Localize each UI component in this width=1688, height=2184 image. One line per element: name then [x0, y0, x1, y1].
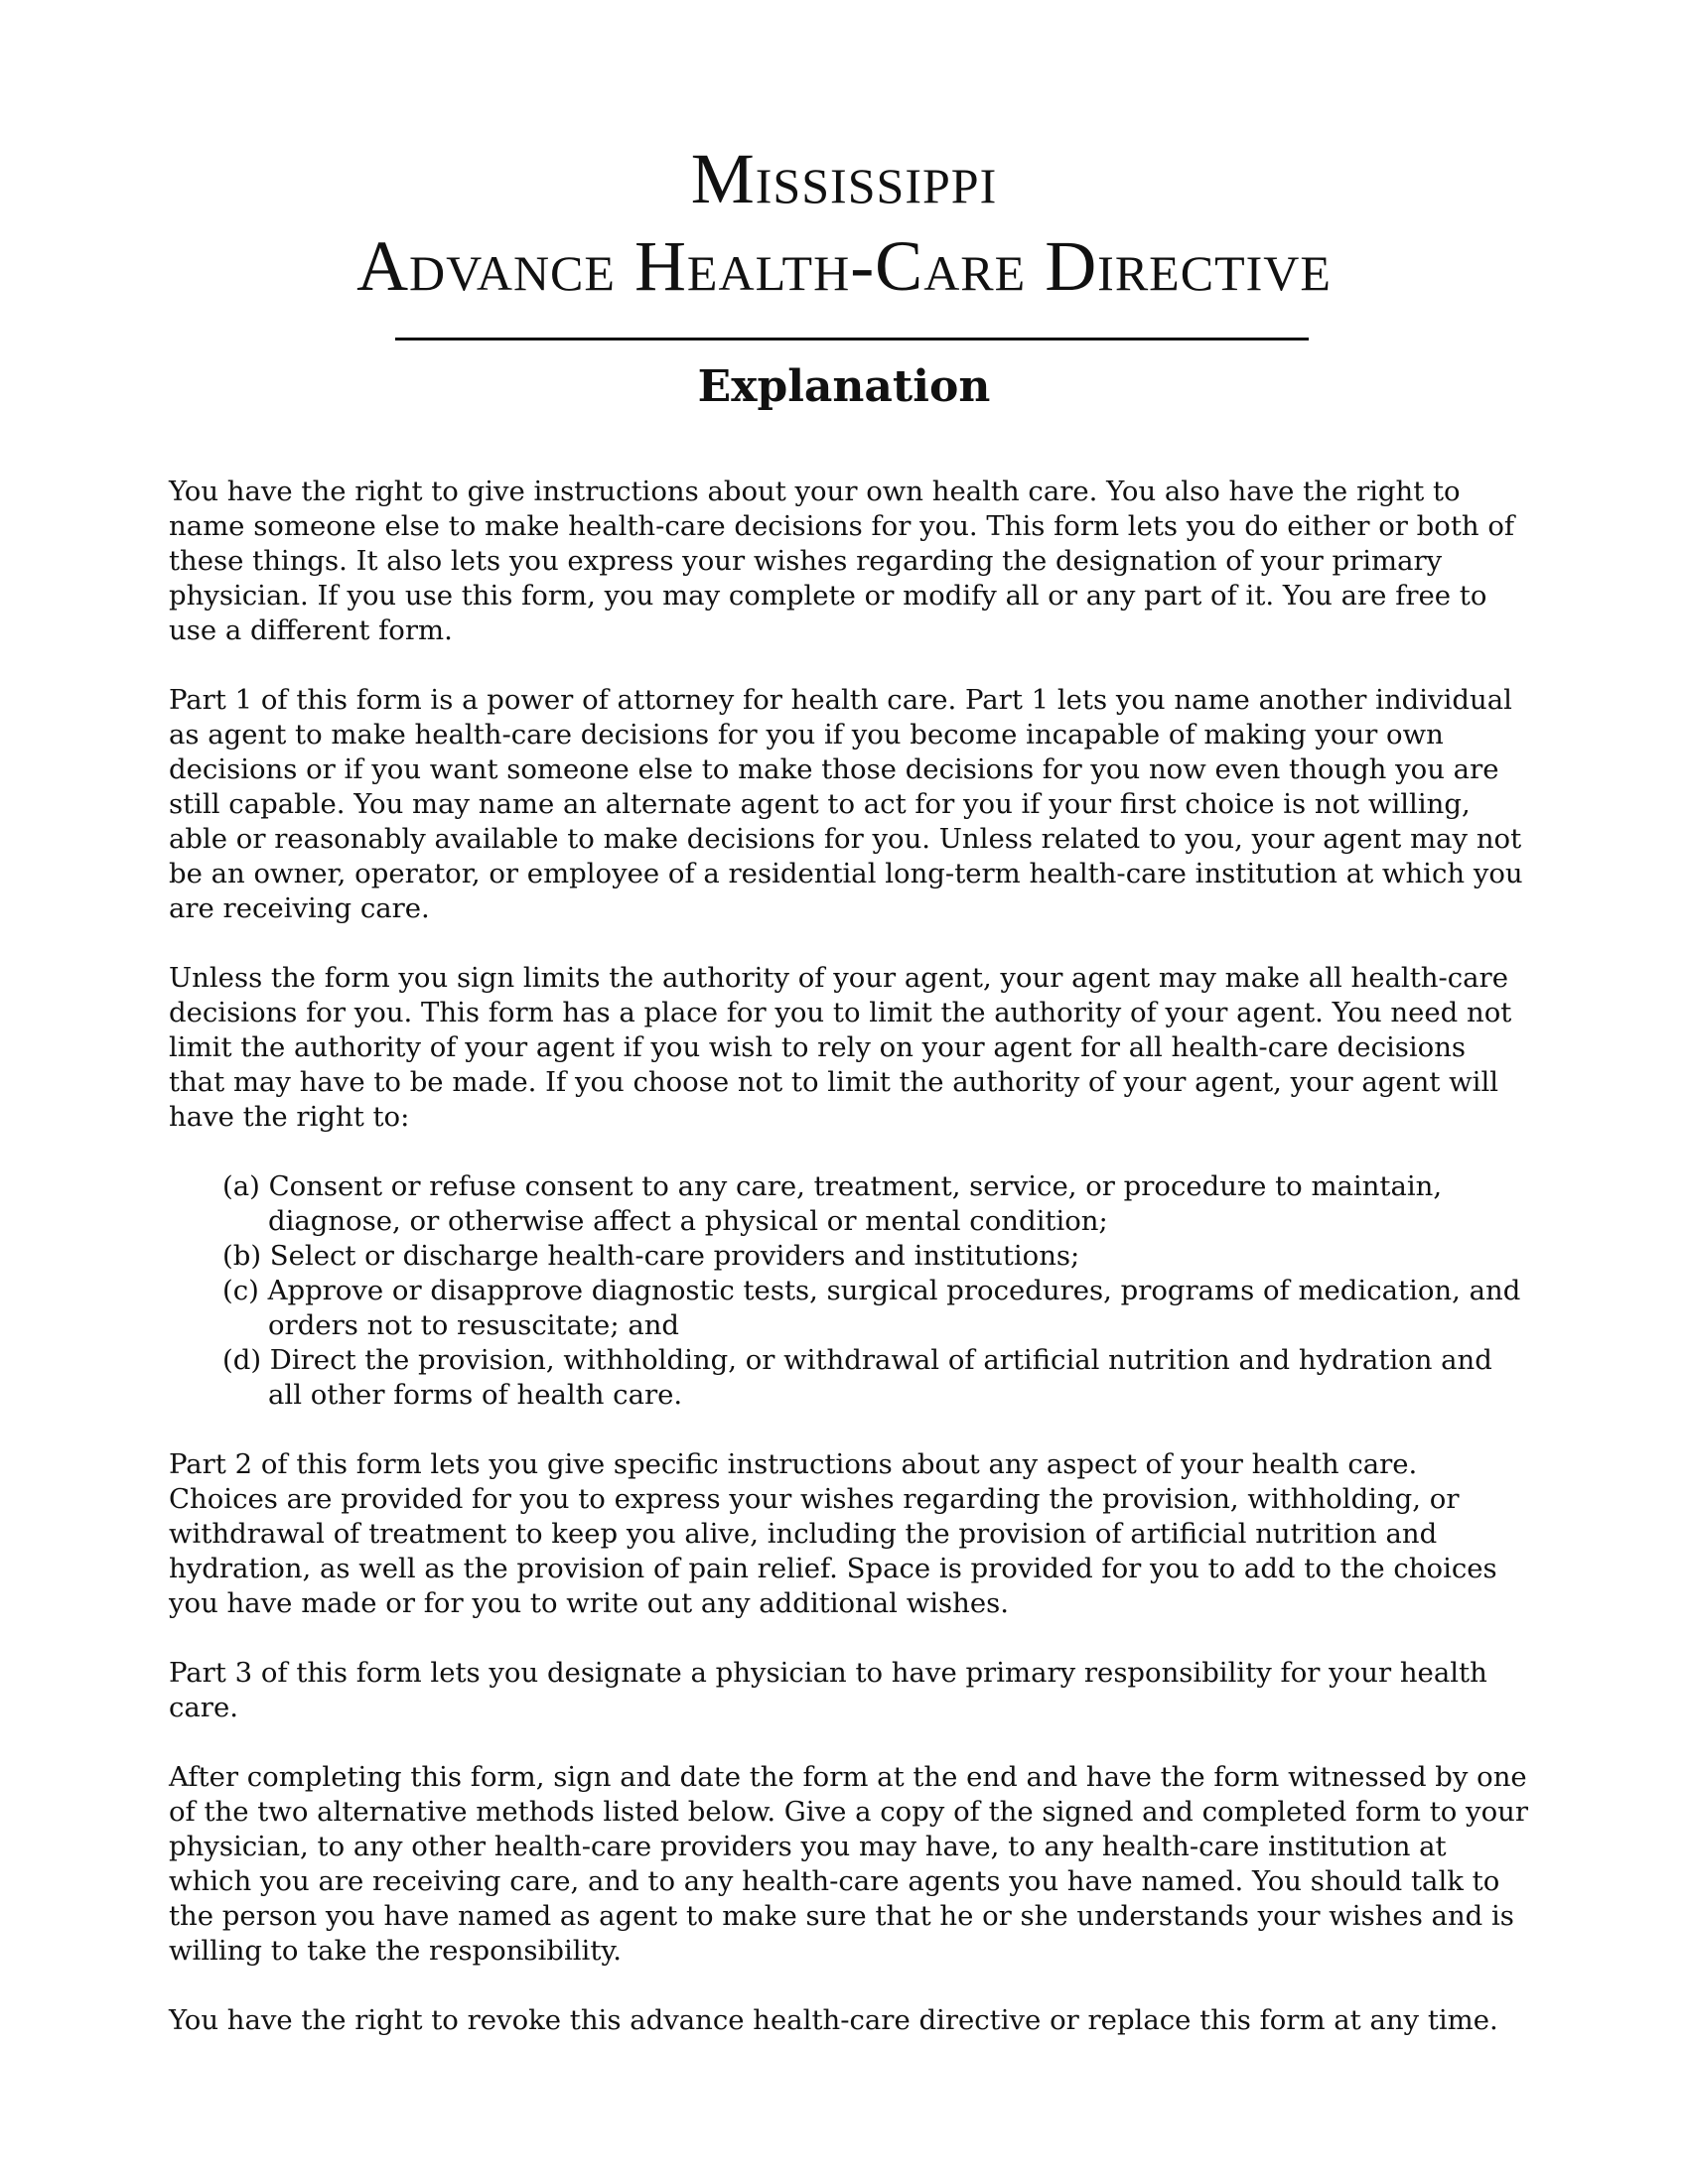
paragraph-part-1: Part 1 of this form is a power of attorney for health care. Part 1 lets you name another individual as agent to make health-care decisions for you if you become incapable of making your own decisions or if you want someone else to make those decisions for you now even though you are still capable. You may name an alternate agent to act for you if your first choice is not willing, able or reasonably available to make decisions for you. Unless related to you, your agent may not be an owner, operator, or employee of a residential long-term health-care institution at which you are receiving care. — [169, 684, 1523, 924]
paragraph-part-2: Part 2 of this form lets you give specific instructions about any aspect of your health care. Choices are provided for you to express your wishes regarding the provision, withholding, or withdrawal of treatment to keep you alive, including the provision of artificial nutrition and hydration, as well as the provision of pain relief. Space is provided for you to add to the choices you have made or for you to write out any additional wishes. — [169, 1448, 1497, 1619]
agent-rights-list — [169, 1169, 1529, 1413]
paragraph-revocation: You have the right to revoke this advance health-care directive or replace this form at any time. — [169, 2004, 1498, 2036]
document-title-line-1: Mississippi — [690, 139, 998, 218]
list-item: (b) Select or discharge health-care providers and institutions; — [222, 1240, 1080, 1272]
list-item: (a) Consent or refuse consent to any care, treatment, service, or procedure to maintain, diagnose, or otherwise affect a physical or mental condition; — [222, 1170, 1443, 1237]
paragraph-part-3: Part 3 of this form lets you designate a physician to have primary responsibility for your health care. — [169, 1657, 1487, 1723]
paragraph-intro: You have the right to give instructions about your own health care. You also have the right to name someone else to make health-care decisions for you. This form lets you do either or both of these things. It also lets you express your wishes regarding the designation of your primary physician. If you use this form, you may complete or modify all or any part of it. You are free to use a different form. — [169, 476, 1515, 646]
list-item: (d) Direct the provision, withholding, or withdrawal of artificial nutrition and hydration and all other forms of health care. — [222, 1344, 1492, 1411]
section-heading: Explanation — [697, 361, 991, 412]
document-title-line-2: Advance Health-Care Directive — [356, 226, 1332, 306]
list-item: (c) Approve or disapprove diagnostic tests, surgical procedures, programs of medication, and orders not to resuscitate; and — [222, 1275, 1521, 1341]
title-divider — [395, 338, 1309, 341]
paragraph-agent-authority: Unless the form you sign limits the authority of your agent, your agent may make all health-care decisions for you. This form has a place for you to limit the authority of your agent. You need not limit the authority of your agent if you wish to rely on your agent for all health-care decisions that may have to be made. If you choose not to limit the authority of your agent, your agent will have the right to: — [169, 962, 1512, 1133]
paragraph-completion: After completing this form, sign and date the form at the end and have the form witnessed by one of the two alternative methods listed below. Give a copy of the signed and completed form to your physician, to any other health-care providers you may have, to any health-care institution at which you are receiving care, and to any health-care agents you have named. You should talk to the person you have named as agent to make sure that he or she understands your wishes and is willing to take the responsibility. — [169, 1761, 1529, 1967]
document-body — [169, 475, 1529, 2073]
